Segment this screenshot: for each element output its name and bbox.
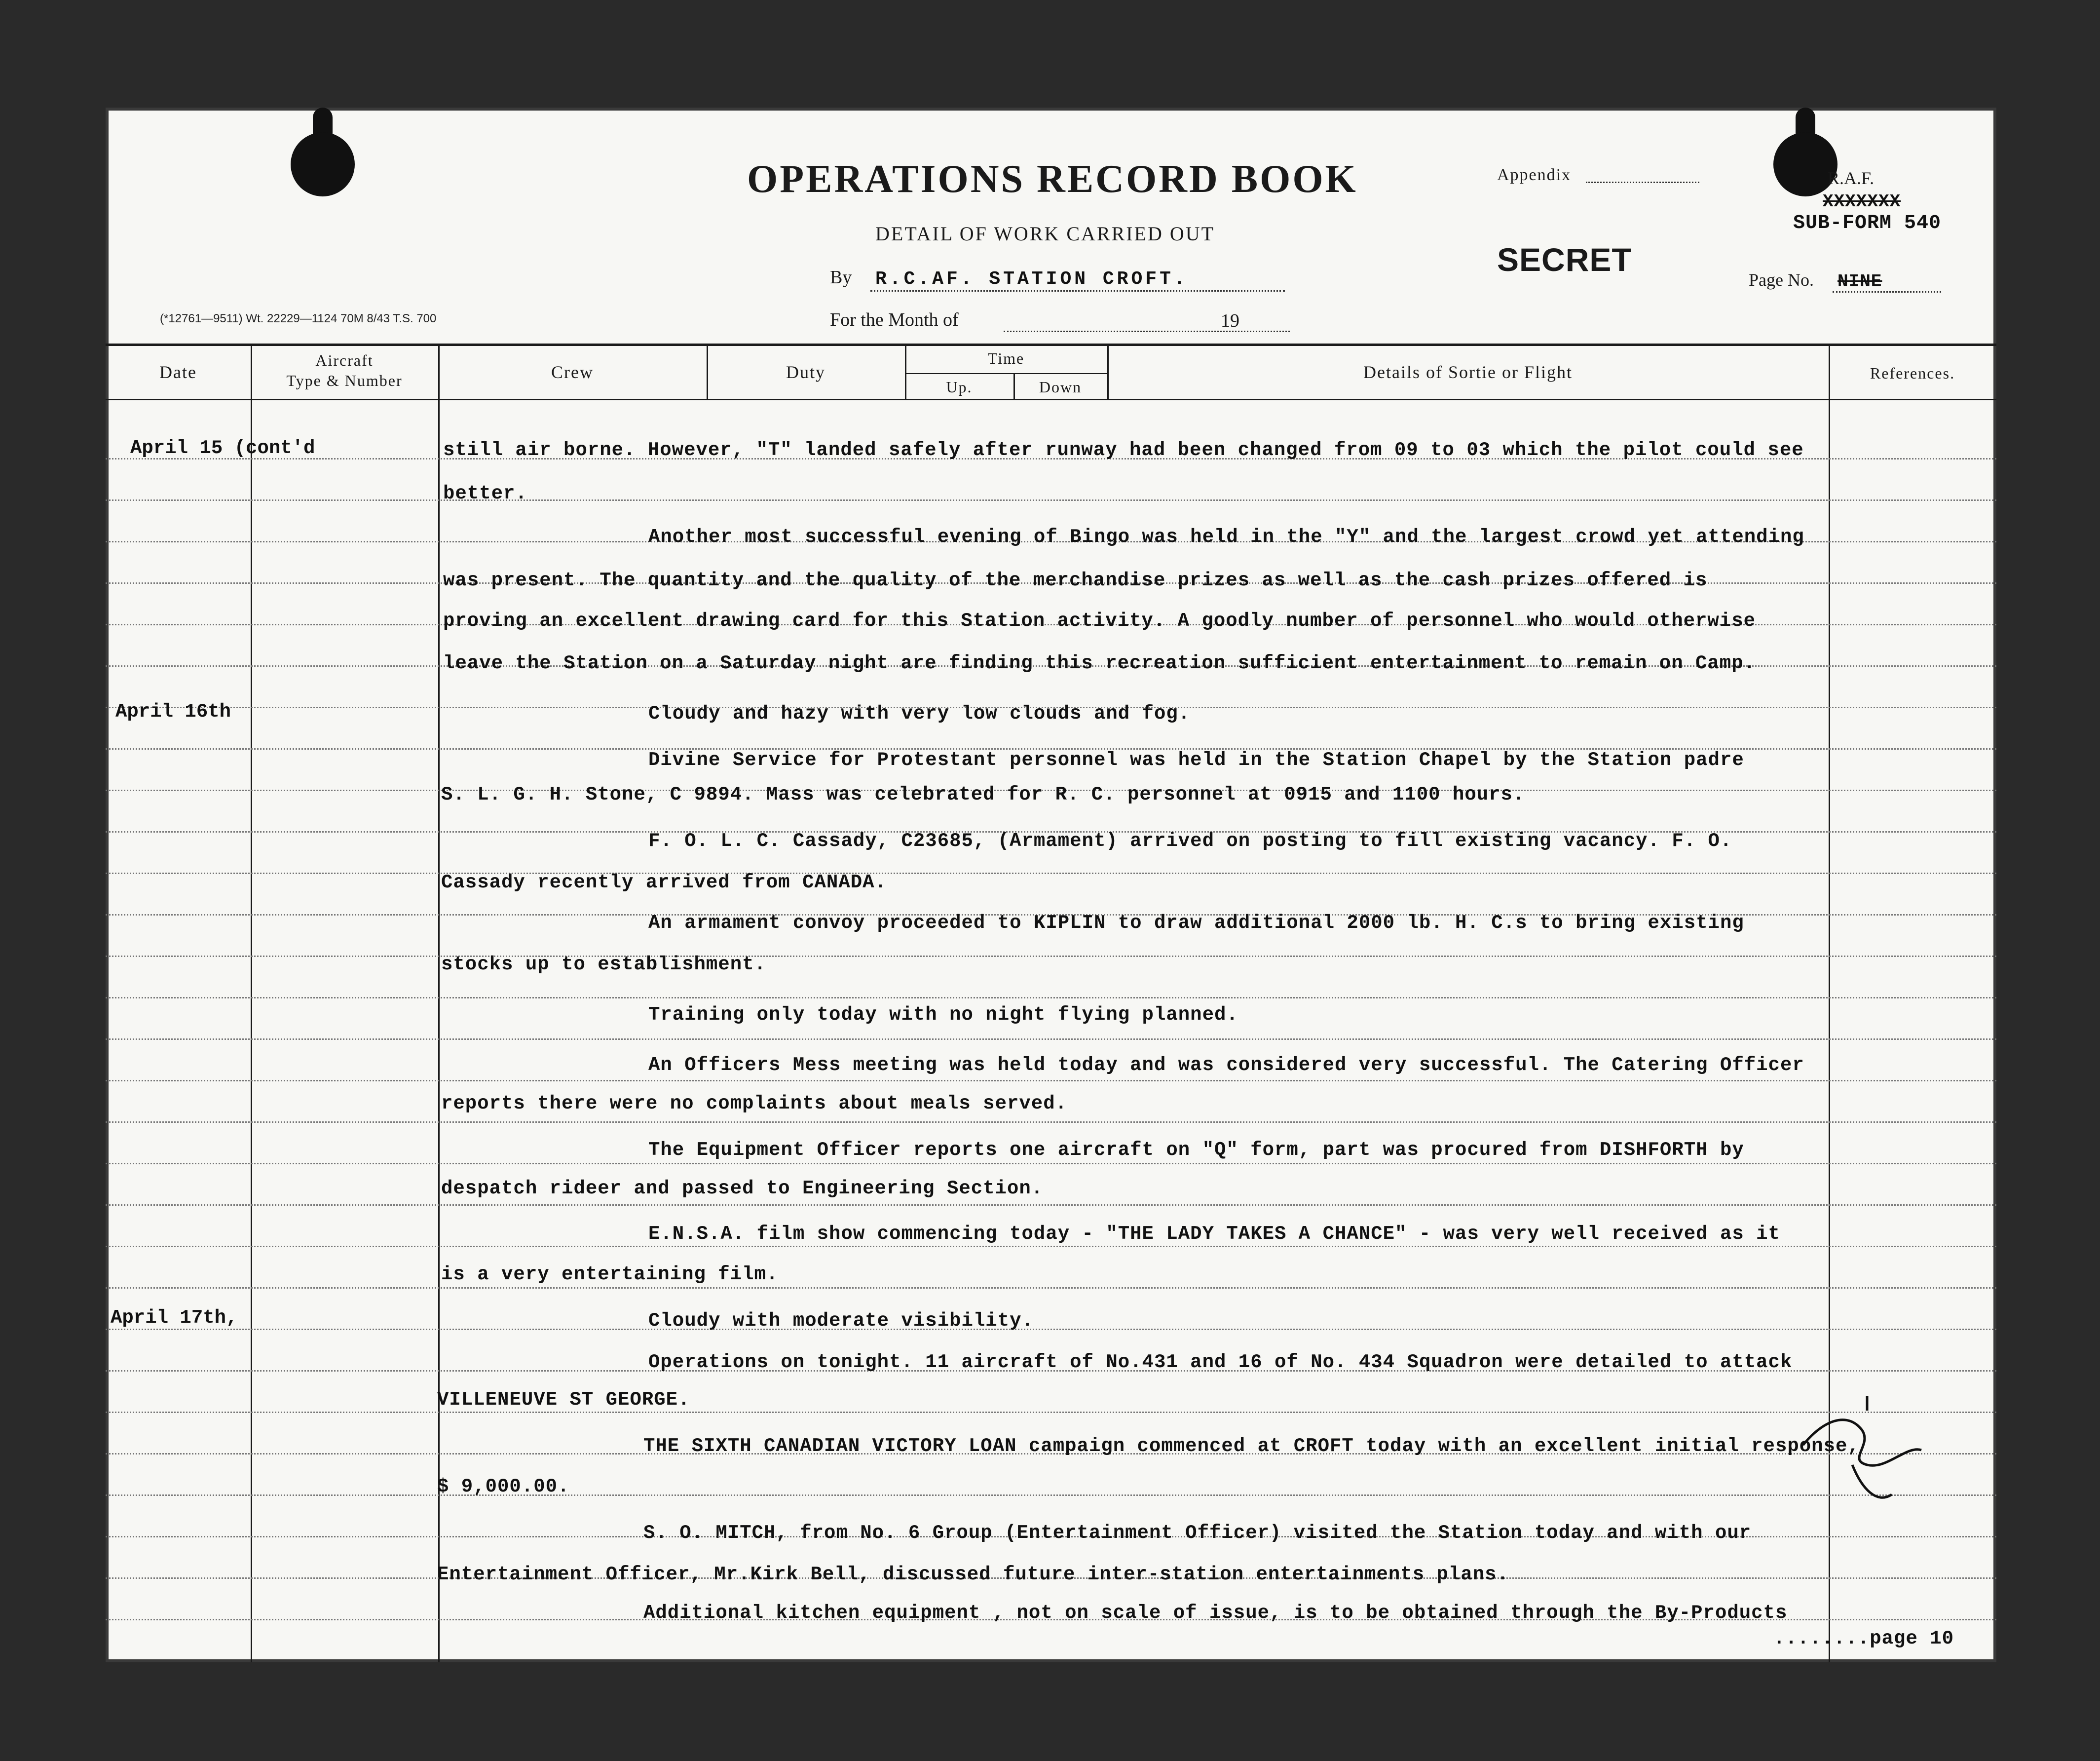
page-value: NINE xyxy=(1838,271,1882,292)
ruled-line xyxy=(106,956,1996,957)
ruled-line xyxy=(106,1329,1996,1330)
col-header-references: References. xyxy=(1870,364,1955,382)
col-header-down: Down xyxy=(1039,378,1082,396)
log-line: THE SIXTH CANADIAN VICTORY LOAN campaign commenced at CROFT today with an excellent initial response, xyxy=(643,1435,1860,1457)
table-top-border xyxy=(106,344,1996,346)
log-line: Entertainment Officer, Mr.Kirk Bell, discussed future inter-station entertainments plans. xyxy=(437,1564,1509,1585)
col-header-date: Date xyxy=(159,362,197,382)
col-header-details: Details of Sortie or Flight xyxy=(1363,362,1573,382)
log-line: An armament convoy proceeded to KIPLIN to draw additional 2000 lb. H. C.s to bring existing xyxy=(648,912,1744,934)
log-line: $ 9,000.00. xyxy=(437,1476,570,1497)
log-line: An Officers Mess meeting was held today and was considered very successful. The Catering Officer xyxy=(648,1054,1804,1076)
year-prefix: 19 xyxy=(1221,310,1239,331)
subform: SUB-FORM 540 xyxy=(1793,212,1942,234)
col-header-aircraft-line2: Type & Number xyxy=(286,372,403,389)
ruled-line xyxy=(106,997,1996,998)
secret-label: SECRET xyxy=(1497,241,1632,278)
ruled-line xyxy=(106,1412,1996,1413)
log-line: despatch rideer and passed to Engineering Section. xyxy=(441,1178,1044,1199)
appendix-label: Appendix xyxy=(1497,166,1572,184)
page-title: OPERATIONS RECORD BOOK xyxy=(747,157,1358,201)
print-code: (*12761—9511) Wt. 22229—1124 70M 8/43 T.S. 700 xyxy=(160,312,437,325)
appendix-line xyxy=(1586,182,1699,183)
log-line: The Equipment Officer reports one aircraft on "Q" form, part was procured from DISHFORTH by xyxy=(648,1139,1744,1161)
ruled-line xyxy=(106,1287,1996,1289)
ruled-line xyxy=(106,1246,1996,1247)
log-line: better. xyxy=(443,483,527,504)
log-line: F. O. L. C. Cassady, C23685, (Armament) arrived on posting to fill existing vacancy. F. O. xyxy=(648,830,1732,852)
table-header-bottom xyxy=(106,399,1996,400)
col-header-crew: Crew xyxy=(551,362,594,382)
ruled-line xyxy=(106,1163,1996,1164)
page-label: Page No. xyxy=(1749,270,1814,290)
log-line: still air borne. However, "T" landed safely after runway had been changed from 09 to 03 which the pilot could see xyxy=(443,439,1804,461)
col-header-aircraft-line1: Aircraft xyxy=(315,351,374,369)
log-line: Operations on tonight. 11 aircraft of No.431 and 16 of No. 434 Squadron were detailed to attack xyxy=(648,1351,1793,1373)
log-line: Additional kitchen equipment , not on scale of issue, is to be obtained through the By-Products xyxy=(643,1602,1788,1624)
log-line: VILLENEUVE ST GEORGE. xyxy=(437,1389,690,1411)
log-line: is a very entertaining film. xyxy=(441,1263,779,1285)
log-line: Training only today with no night flying planned. xyxy=(648,1004,1238,1026)
raf-label: R.A.F. xyxy=(1828,168,1875,188)
log-line: proving an excellent drawing card for this Station activity. A goodly number of personnel who would otherwise xyxy=(443,610,1756,632)
log-line: S. L. G. H. Stone, C 9894. Mass was celebrated for R. C. personnel at 0915 and 1100 hours. xyxy=(441,784,1525,805)
record-sheet xyxy=(106,108,1996,1662)
log-line: stocks up to establishment. xyxy=(441,954,766,975)
page-line xyxy=(1833,291,1941,293)
continued-note: ........page 10 xyxy=(1773,1628,1954,1649)
log-line: S. O. MITCH, from No. 6 Group (Entertainment Officer) visited the Station today and with our xyxy=(643,1522,1752,1544)
log-line: E.N.S.A. film show commencing today - "THE LADY TAKES A CHANCE" - was very well received as it xyxy=(648,1223,1780,1245)
month-label: For the Month of xyxy=(830,309,959,330)
date-entry: April 17th, xyxy=(111,1307,238,1329)
by-value: R.C.AF. STATION CROFT. xyxy=(875,268,1188,290)
col-header-duty: Duty xyxy=(786,362,825,382)
log-line: Divine Service for Protestant personnel was held in the Station Chapel by the Station padre xyxy=(648,749,1744,771)
col-header-up: Up. xyxy=(946,378,973,396)
page-subtitle: DETAIL OF WORK CARRIED OUT xyxy=(875,223,1215,245)
ruled-line xyxy=(106,873,1996,874)
ruled-line xyxy=(106,1038,1996,1040)
ruled-line xyxy=(106,1080,1996,1081)
ruled-line xyxy=(106,1121,1996,1123)
ruled-line xyxy=(106,1204,1996,1206)
log-line: Cloudy with moderate visibility. xyxy=(648,1310,1034,1332)
log-line: was present. The quantity and the quality of the merchandise prizes as well as the cash prizes offered is xyxy=(443,570,1708,591)
handwritten-initials xyxy=(1793,1391,1951,1509)
log-line: reports there were no complaints about meals served. xyxy=(441,1093,1067,1114)
month-line xyxy=(1004,331,1290,332)
time-split-line xyxy=(905,373,1107,374)
by-label: By xyxy=(830,267,852,288)
punch-hole-left xyxy=(291,132,355,196)
by-line xyxy=(870,290,1285,292)
log-line: leave the Station on a Saturday night are finding this recreation sufficient entertainment to remain on Camp. xyxy=(443,652,1756,674)
date-entry: April 16th xyxy=(115,701,231,723)
ruled-line xyxy=(106,499,1996,501)
date-entry: April 15 (cont'd xyxy=(130,437,315,459)
struck-form: XXXXXXX xyxy=(1823,191,1901,212)
ruled-line xyxy=(106,1494,1996,1496)
log-line: Cloudy and hazy with very low clouds and fog. xyxy=(648,703,1191,725)
col-header-time: Time xyxy=(987,349,1025,367)
log-line: Another most successful evening of Bingo was held in the "Y" and the largest crowd yet attending xyxy=(648,526,1804,548)
log-line: Cassady recently arrived from CANADA. xyxy=(441,872,887,893)
